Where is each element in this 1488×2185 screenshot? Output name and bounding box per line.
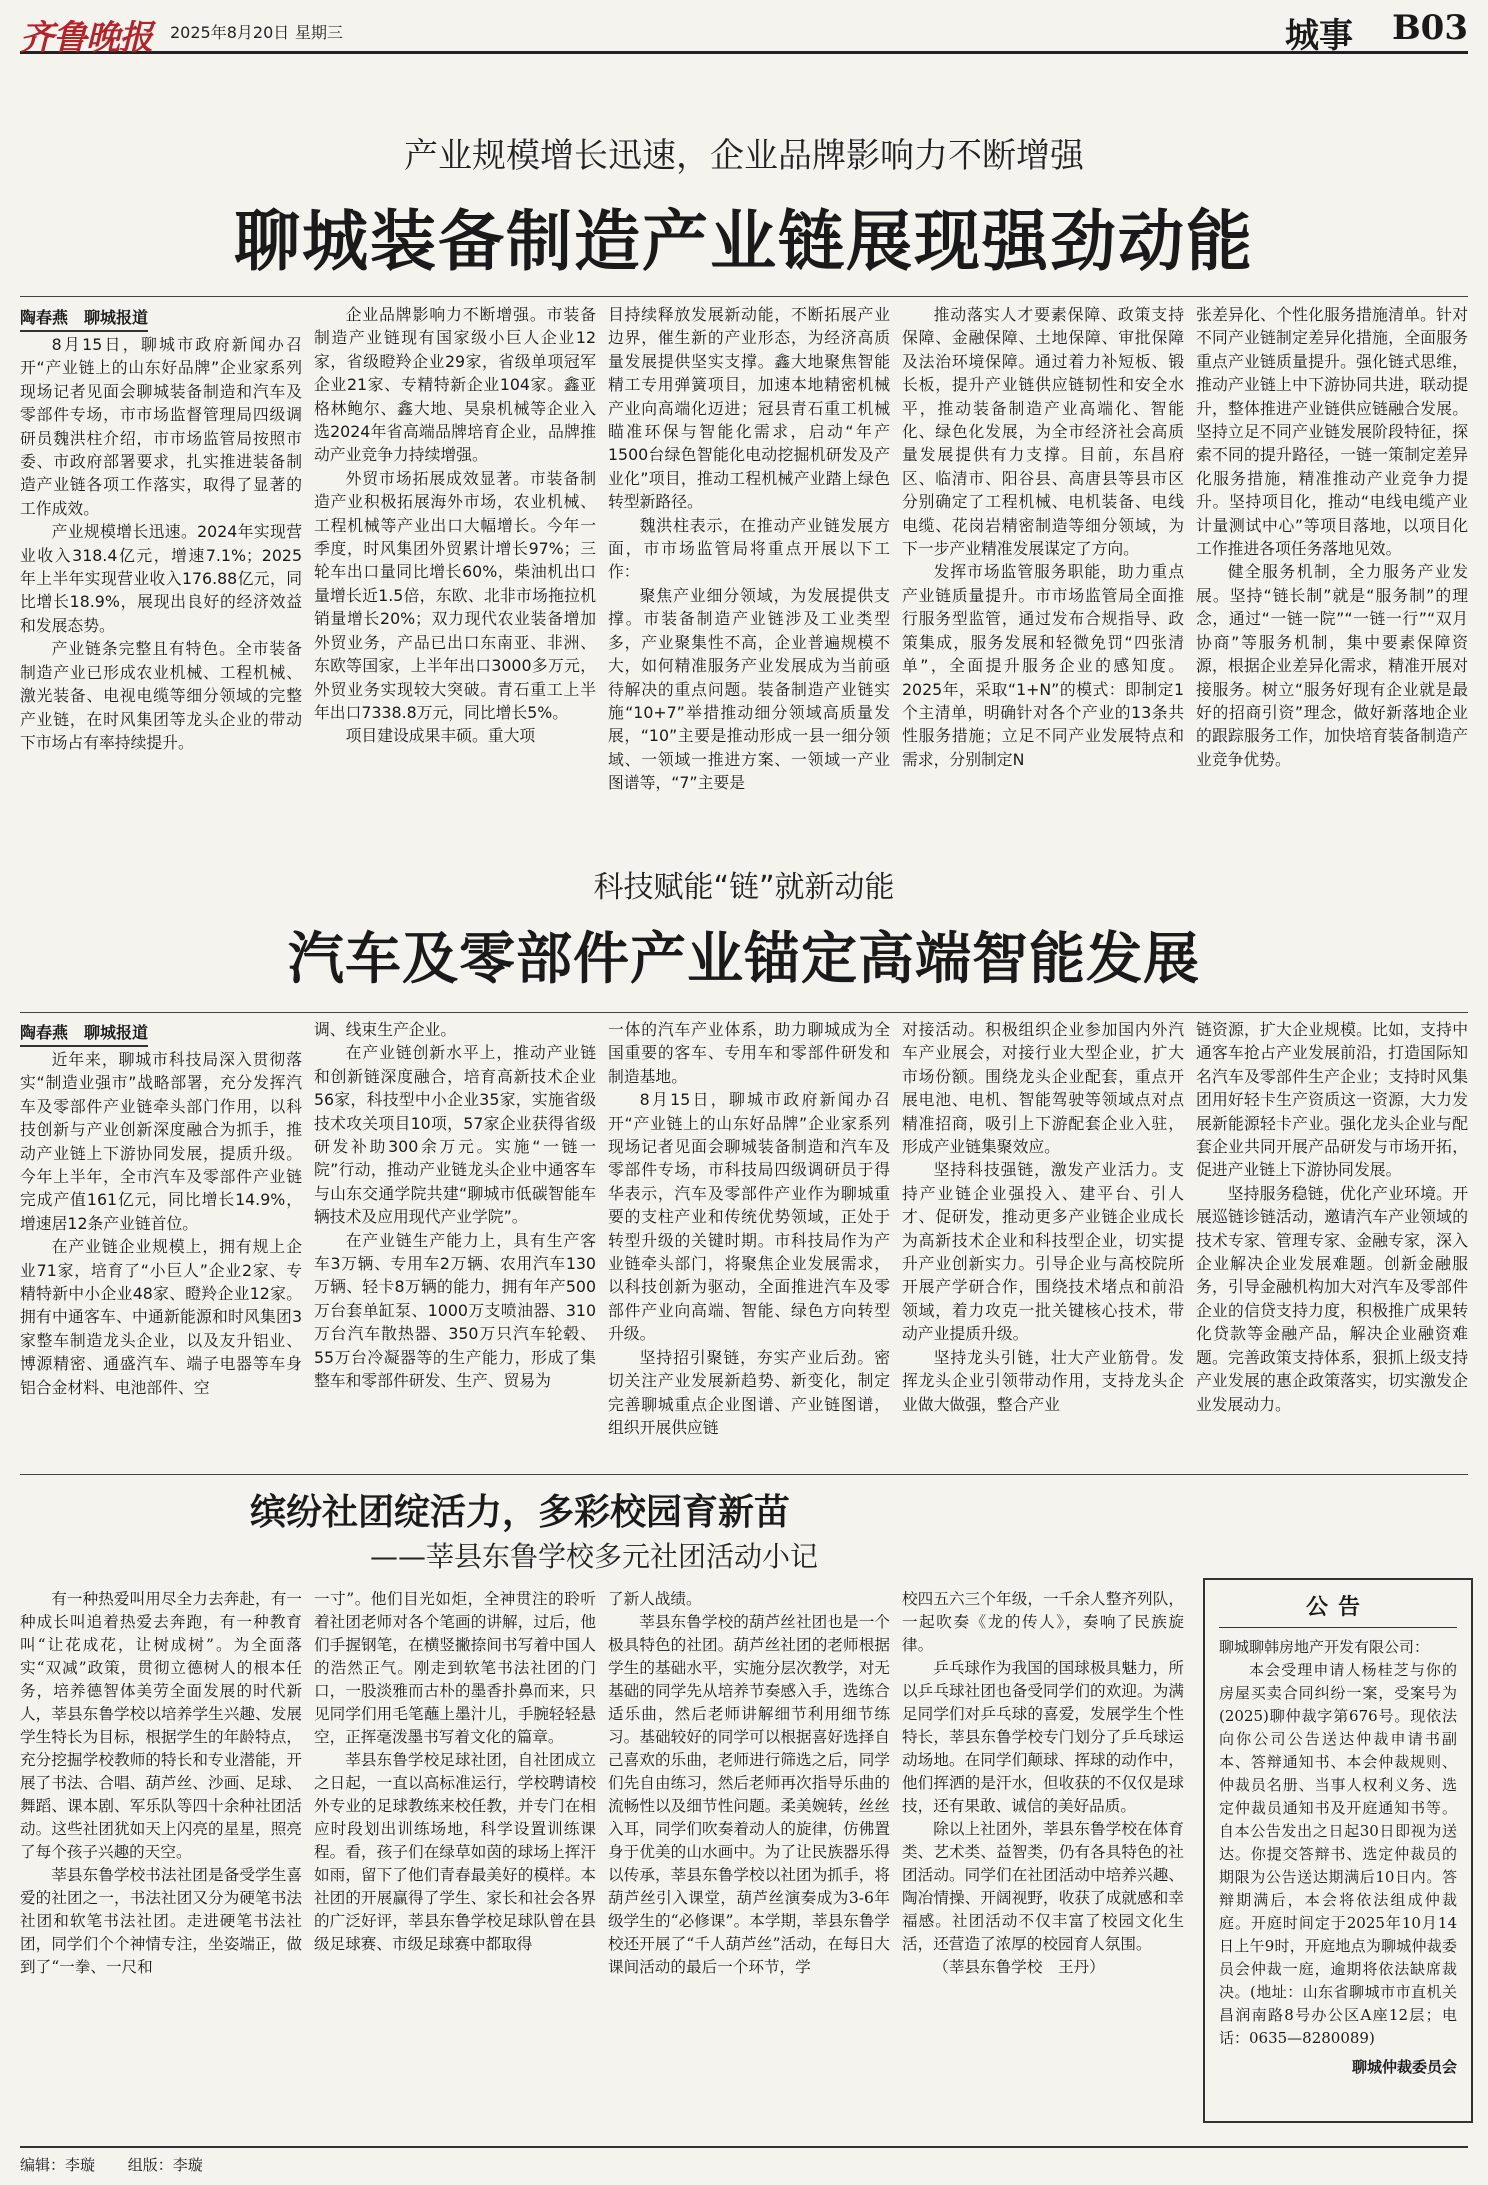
footer-layout: 组版：李璇 — [127, 2156, 203, 2174]
footer-editor: 编辑：李璇 — [20, 2156, 96, 2174]
article2-headline: 汽车及零部件产业锚定高端智能发展 — [288, 926, 1200, 992]
newspaper-logo: 齐鲁晚报 — [20, 18, 152, 58]
article2-column-5 — [1196, 1018, 1468, 1463]
article1-subhead: 产业规模增长迅速，企业品牌影响力不断增强 — [404, 136, 1084, 176]
masthead — [20, 8, 1468, 58]
section-name: 城事 — [1285, 16, 1353, 56]
paragraph: 对接活动。积极组织企业参加国内外汽车产业展会，对接行业大型企业，扩大市场份额。围绕龙头企业配套，重点开展电池、电机、智能驾驶等领域点对点精准招商，吸引上下游配套企业入驻，形成产业链集聚效应。 — [902, 1020, 1184, 1157]
paragraph: 莘县东鲁学校书法社团是备受学生喜爱的社团之一，书法社团又分为硬笔书法社团和软笔书法社团。走进硬笔书法社团，同学们个个神情专注，坐姿端正，做到了“一拳、一尺和 — [20, 1866, 302, 1976]
paragraph: 了新人战绩。 — [608, 1590, 702, 1608]
paragraph: 坚持龙头引链，壮大产业筋骨。发挥龙头企业引领带动作用，支持龙头企业做大做强，整合产业 — [902, 1347, 1184, 1414]
paragraph: 调、线束生产企业。 — [314, 1020, 457, 1039]
paragraph: 产业链条完整且有特色。全市装备制造产业已形成农业机械、工程机械、激光装备、电视电缆等细分领域的完整产业链，在时风集团等龙头企业的带动下市场占有率持续提升。 — [20, 639, 302, 752]
notice-title: 公告 — [1219, 1590, 1457, 1628]
paragraph: 项目建设成果丰硕。重大项 — [345, 726, 536, 746]
paragraph: 在产业链生产能力上，具有生产客车3万辆、专用车2万辆、农用汽车130万辆、轻卡8万辆的能力，拥有年产500万台套单缸泵、1000万支喷油器、310万台汽车散热器、350万只汽车轮毂、55万台冷凝器等的生产能力，形成了集整车和零部件研发、生产、贸易为 — [314, 1230, 596, 1391]
paragraph: 校四五六三个年级，一千余人整齐列队，一起吹奏《龙的传人》，奏响了民族旋律。 — [902, 1590, 1184, 1654]
article2-column-4 — [902, 1018, 1184, 1463]
article3-column-2 — [314, 1588, 596, 2138]
notice-body — [1219, 1636, 1457, 2050]
legal-notice — [1203, 1578, 1473, 2123]
paragraph: 目持续释放发展新动能，不断拓展产业边界，催生新的产业形态，为经济高质量发展提供坚实支撑。鑫大地聚焦智能精工专用弹簧项目，加速本地精密机械产业向高端化迈进；冠县青石重工机械瞄准环保与智能化需求，启动“年产1500台绿色智能化电动挖掘机研发及产业化”项目，推动工程机械产业踏上绿色转型新路径。 — [608, 305, 890, 512]
paragraph: 坚持服务稳链，优化产业环境。开展巡链诊链活动，邀请汽车产业领域的技术专家、管理专家、金融专家，深入企业解决企业发展难题。创新金融服务，引导金融机构加大对汽车及零部件企业的信贷支持力度，积极推广成果转化贷款等金融产品，解决企业融资难题。完善政策支持体系，狠抓上级支持产业发展的惠企政策落实，切实激发企业发展动力。 — [1196, 1183, 1468, 1414]
page-footer — [20, 2146, 1468, 2175]
paragraph: 链资源，扩大企业规模。比如，支持中通客车抢占产业发展前沿，打造国际知名汽车及零部件生产企业；支持时风集团用好轻卡生产资质这一资源，大力发展新能源轻卡产业。强化龙头企业与配套企业共同开展产品研发与市场开拓，促进产业链上下游协同发展。 — [1196, 1020, 1468, 1180]
paragraph: 发挥市场监管服务职能，助力重点产业链质量提升。市市场监管局全面推行服务型监管，通过发布合规指导、政策集成，服务发展和轻微免罚“四张清单”，全面提升服务企业的感知度。2025年，采取“1+N”的模式：即制定1个主清单，明确针对各个产业的13条共性服务措施；立足不同产业发展特点和需求，分别制定N — [902, 562, 1184, 769]
paragraph: 近年来，聊城市科技局深入贯彻落实“制造业强市”战略部署，充分发挥汽车及零部件产业链牵头部门作用，以科技创新与产业创新深度融合为抓手，推动产业链上下游协同发展，提质升级。今年上半年，全市汽车及零部件产业链完成产值161亿元，同比增长14.9%，增速居12条产业链首位。 — [20, 1050, 302, 1233]
notice-text: 本会受理申请人杨桂芝与你的房屋买卖合同纠纷一案，受案号为(2025)聊仲裁字第676号。现依法向你公司公告送达仲裁申请书副本、答辩通知书、本会仲裁规则、仲裁员名册、当事人权利义务、选定仲裁员通知书及开庭通知书等。自本公告发出之日起30日即视为送达。你提交答辩书、选定仲裁员的期限为公告送达期满后10日内。答辩期满后，本会将依法组成仲裁庭。开庭时间定于2025年10月14日上午9时，开庭地点为聊城仲裁委员会仲裁一庭，逾期将依法缺席裁决。(地址：山东省聊城市市直机关昌润南路8号办公区A座12层；电话：0635—8280089) — [1219, 1661, 1457, 2047]
article1-headline: 聊城装备制造产业链展现强劲动能 — [234, 203, 1254, 280]
article1-top-rule — [20, 296, 1468, 297]
article2-byline: 陶春燕 聊城报道 — [20, 1020, 148, 1047]
paragraph: 坚持招引聚链，夯实产业后劲。密切关注产业发展新趋势、新变化，制定完善聊城重点企业图谱、产业链图谱，组织开展供应链 — [608, 1347, 890, 1437]
article3-top-rule — [20, 1474, 1468, 1475]
paragraph: 在产业链企业规模上，拥有规上企业71家，培育了“小巨人”企业2家、专精特新中小企业48家、瞪羚企业12家。拥有中通客车、中通新能源和时风集团3家整车制造龙头企业，以及友升铝业、博源精密、通盛汽车、端子电器等车身铝合金材料、电池部件、空 — [20, 1237, 302, 1397]
paragraph: （莘县东鲁学校 王丹） — [933, 1958, 1105, 1976]
article1-column-2 — [314, 303, 596, 838]
paragraph: 8月15日，聊城市政府新闻办召开“产业链上的山东好品牌”企业家系列现场记者见面会聊城装备制造和汽车及零部件专场，市市场监督管理局四级调研员魏洪柱介绍，市市场监管局按照市委、市政府部署要求，扎实推进装备制造产业链各项工作落实，取得了显著的工作成效。 — [20, 335, 302, 518]
article2-column-2 — [314, 1018, 596, 1463]
page-number: B03 — [1391, 8, 1468, 48]
notice-addressee: 聊城聊韩房地产开发有限公司： — [1219, 1638, 1430, 1656]
paragraph: 推动落实人才要素保障、政策支持保障、金融保障、土地保障、审批保障及法治环境保障。通过着力补短板、锻长板，提升产业链供应链韧性和安全水平，推动装备制造产业高端化、智能化、绿色化发展，为全市经济社会高质量发展提供有力支撑。目前，东昌府区、临清市、阳谷县、高唐县等县市区分别确定了工程机械、电机装备、电线电缆、花岗岩精密制造等细分领域，为下一步产业精准发展谋定了方向。 — [902, 305, 1184, 559]
paragraph: 莘县东鲁学校的葫芦丝社团也是一个极具特色的社团。葫芦丝社团的老师根据学生的基础水平，实施分层次教学，对无基础的同学先从培养节奏感入手，选练合适乐曲，然后老师讲解细节利用细节练习。基础较好的同学可以根据喜好选择自己喜欢的乐曲，老师进行筛选之后，同学们先自由练习，然后老师再次指导乐曲的流畅性以及细节性问题。柔美婉转，丝丝入耳，同学们吹奏着动人的旋律，仿佛置身于优美的山水画中。为了让民族器乐得以传承，莘县东鲁学校以社团为抓手，将葫芦丝引入课堂，葫芦丝演奏成为3-6年级学生的“必修课”。本学期，莘县东鲁学校还开展了“千人葫芦丝”活动，在每日大课间活动的最后一个环节，学 — [608, 1613, 890, 1976]
article1-column-3 — [608, 303, 890, 838]
article2-subhead: 科技赋能“链”就新动能 — [593, 870, 895, 905]
paragraph: 魏洪柱表示，在推动产业链发展方面，市市场监管局将重点开展以下工作： — [608, 515, 890, 582]
paragraph: 一寸”。他们目光如炬，全神贯注的聆听着社团老师对各个笔画的讲解，过后，他们手握钢笔，在横竖撇捺间书写着中国人的浩然正气。刚走到软笔书法社团的门口，一股淡雅而古朴的墨香扑鼻而来，只见同学们用毛笔蘸上墨汁儿，手腕轻轻悬空，正挥毫泼墨书写着文化的篇章。 — [314, 1590, 596, 1746]
paragraph: 除以上社团外，莘县东鲁学校在体育类、艺术类、益智类，仍有各具特色的社团活动。同学们在社团活动中培养兴趣、陶冶情操、开阔视野，收获了成就感和幸福感。社团活动不仅丰富了校园文化生活，还营造了浓厚的校园育人氛围。 — [902, 1820, 1184, 1953]
paragraph: 莘县东鲁学校足球社团，自社团成立之日起，一直以高标准运行，学校聘请校外专业的足球教练来校任教，并专门在相应时段划出训练场地，科学设置训练课程。看，孩子们在绿草如茵的球场上挥汗如雨，留下了他们青春最美好的模样。本社团的开展赢得了学生、家长和社会各界的广泛好评，莘县东鲁学校足球队曾在县级足球赛、市级足球赛中都取得 — [314, 1751, 596, 1953]
notice-signature: 聊城仲裁委员会 — [1351, 2058, 1457, 2076]
paragraph: 外贸市场拓展成效显著。市装备制造产业积极拓展海外市场，农业机械、工程机械等产业出口大幅增长。今年一季度，时风集团外贸累计增长97%；三轮车出口量同比增长60%，柴油机出口量增长近1.5倍，东欧、北非市场拖拉机销量增长20%；双力现代农业装备增加外贸业务，产品已出口东南亚、非洲、东欧等国家，上半年出口3000多万元，外贸业务实现较大突破。青石重工上半年出口7338.8万元，同比增长5%。 — [314, 468, 596, 722]
paragraph: 张差异化、个性化服务措施清单。针对不同产业链制定差异化措施，全面服务重点产业链质量提升。强化链式思维，推动产业链上中下游协同共进，联动提升，整体推进产业链供应链融合发展。坚持立足不同产业链发展阶段特征，探索不同的提升路径，一链一策制定差异化服务措施，精准推动产业竞争力提升。坚持项目化，推动“电线电缆产业计量测试中心”等项目落地，以项目化工作推进各项任务落地见效。 — [1196, 305, 1468, 559]
article1-column-4 — [902, 303, 1184, 838]
article2-column-3 — [608, 1018, 890, 1463]
paragraph: 聚焦产业细分领域，为发展提供支撑。市装备制造产业链涉及工业类型多，产业聚集性不高，企业普遍规模不大，如何精准服务产业发展成为当前亟待解决的重点问题。装备制造产业链实施“10+7”举措推动细分领域高质量发展，“10”主要是推动形成一县一细分领域、一领域一推进方案、一领域一产业图谱等，“7”主要是 — [608, 585, 890, 793]
article3-column-3 — [608, 1588, 890, 2138]
article3-headline: 缤纷社团绽活力，多彩校园育新苗 — [250, 1491, 791, 1533]
article2-top-rule — [20, 1012, 1468, 1013]
article1-column-5 — [1196, 303, 1468, 838]
paragraph: 一体的汽车产业体系，助力聊城成为全国重要的客车、专用车和零部件研发和制造基地。 — [608, 1020, 890, 1086]
paragraph: 健全服务机制，全力服务产业发展。坚持“链长制”就是“服务制”的理念，通过“一链一院”“一链一行”“双月协商”等服务机制，集中要素保障资源，根据企业差异化需求，精准开展对接服务。树立“服务好现有企业就是最好的招商引资”理念，做好新落地企业的跟踪服务工作，加快培育装备制造产业竞争优势。 — [1196, 562, 1468, 769]
paragraph: 企业品牌影响力不断增强。市装备制造产业链现有国家级小巨人企业12家，省级瞪羚企业29家，省级单项冠军企业21家、专精特新企业104家。鑫亚格林鲍尔、鑫大地、昊泉机械等企业入选2024年省高端品牌培育企业，品牌推动产业竞争力持续增强。 — [314, 305, 596, 465]
article1-column-1 — [20, 333, 302, 838]
article3-column-4 — [902, 1588, 1184, 2123]
paragraph: 产业规模增长迅速。2024年实现营业收入318.4亿元，增速7.1%；2025年上半年实现营业收入176.88亿元，同比增长18.9%，展现出良好的经济效益和发展态势。 — [20, 522, 302, 635]
article1-byline: 陶春燕 聊城报道 — [20, 305, 148, 332]
paragraph: 坚持科技强链，激发产业活力。支持产业链企业强投入、建平台、引人才、促研发，推动更多产业链企业成长为高新技术企业和科技型企业，切实提升产业创新实力。引导企业与高校院所开展产学研合作，围绕技术堵点和前沿领域，着力攻克一批关键核心技术，带动产业提质升级。 — [902, 1160, 1184, 1344]
article3-subtitle: ——莘县东鲁学校多元社团活动小记 — [370, 1540, 819, 1573]
article2-column-1 — [20, 1048, 302, 1463]
issue-weekday: 星期三 — [295, 23, 344, 42]
paragraph: 在产业链创新水平上，推动产业链和创新链深度融合，培育高新技术企业56家，科技型中小企业35家，实施省级技术攻关项目10项，57家企业获得省级研发补助300余万元。实施“一链一院”行动，推动产业链龙头企业中通客车与山东交通学院共建“聊城市低碳智能车辆技术及应用现代产业学院”。 — [314, 1043, 596, 1227]
paragraph: 乒乓球作为我国的国球极具魅力，所以乒乓球社团也备受同学们的欢迎。为满足同学们对乒乓球的喜爱，发展学生个性特长，莘县东鲁学校专门划分了乒乓球运动场地。在同学们颠球、挥球的动作中，他们挥洒的是汗水，但收获的不仅仅是球技，还有果敢、诚信的美好品质。 — [902, 1659, 1184, 1815]
paragraph: 8月15日，聊城市政府新闻办召开“产业链上的山东好品牌”企业家系列现场记者见面会聊城装备制造和汽车及零部件专场，市科技局四级调研员于得华表示，汽车及零部件产业作为聊城重要的支柱产业和传统优势领域，正处于转型升级的关键时期。市科技局作为产业链牵头部门，将聚焦企业发展需求，以科技创新为驱动，全面推进汽车及零部件产业向高端、智能、绿色方向转型升级。 — [608, 1090, 890, 1344]
paragraph: 有一种热爱叫用尽全力去奔赴，有一种成长叫追着热爱去奔跑，有一种教育叫“让花成花，让树成树”。为全面落实“双减”政策，贯彻立德树人的根本任务，培养德智体美劳全面发展的时代新人，莘县东鲁学校以培养学生兴趣、发展学生特长为目标，根据学生的年龄特点，充分挖掘学校教师的特长和专业潜能，开展了书法、合唱、葫芦丝、沙画、足球、舞蹈、课本剧、军乐队等四十余种社团活动。这些社团犹如天上闪亮的星星，照亮了每个孩子兴趣的天空。 — [20, 1590, 302, 1861]
article3-column-1 — [20, 1588, 302, 2138]
issue-date: 2025年8月20日 — [170, 23, 290, 42]
